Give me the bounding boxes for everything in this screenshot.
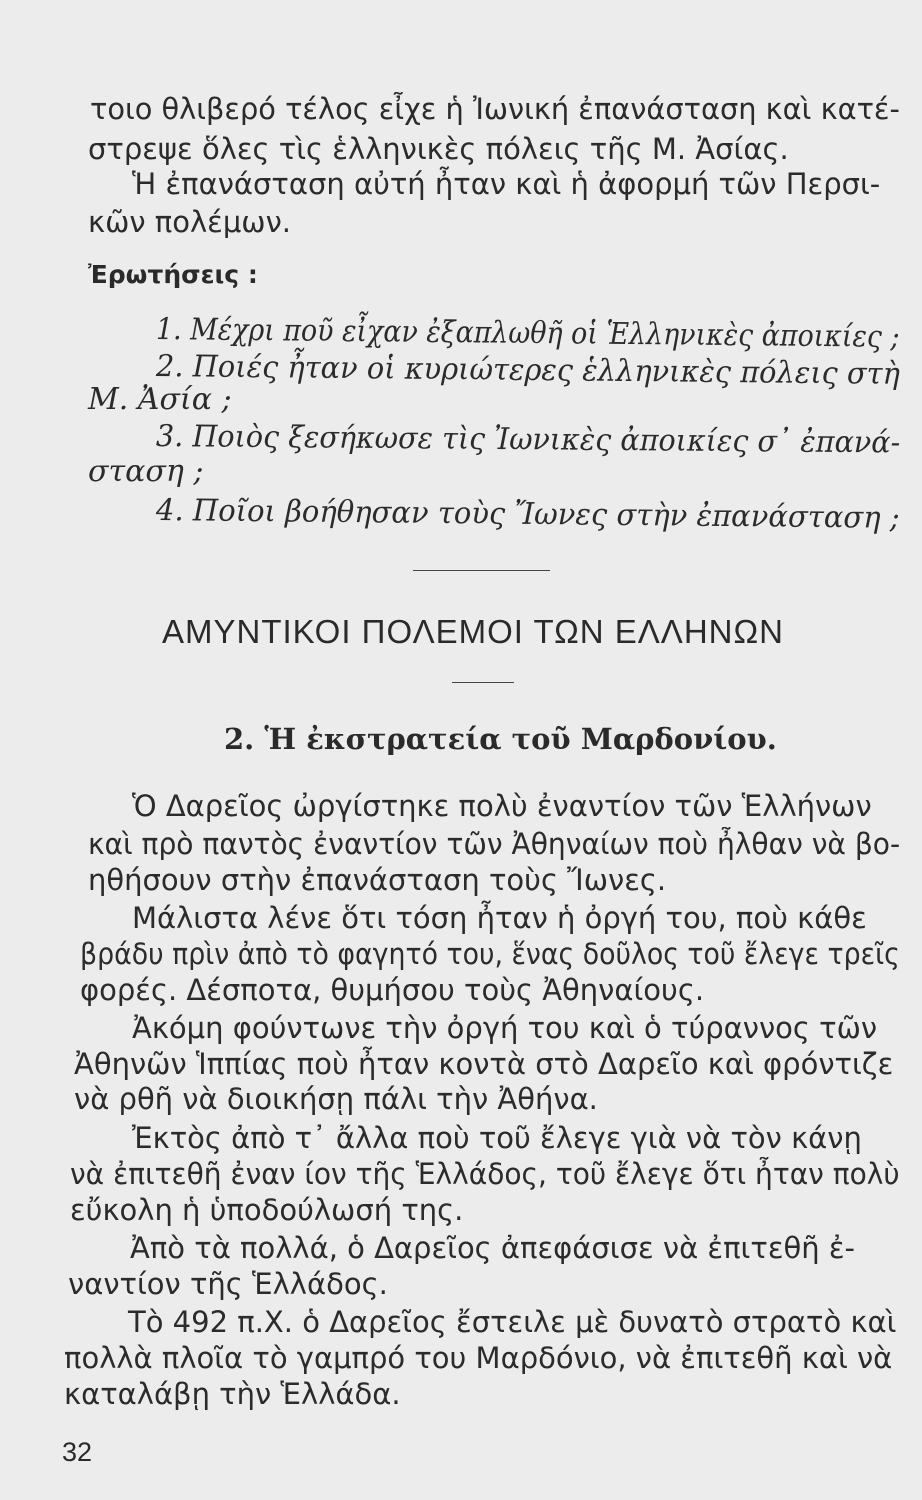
body-line-10: Ἐκτὸς ἀπὸ τ᾽ ἄλλα ποὺ τοῦ ἔλεγε γιὰ νὰ τὸν κάνῃ <box>132 1121 862 1155</box>
body-line-12: εὔκολη ἡ ὑποδούλωσή της. <box>70 1193 464 1227</box>
section-subtitle: 2. Ἡ ἐκστρατεία τοῦ Μαρδονίου. <box>224 722 777 756</box>
body-line-2: καὶ πρὸ παντὸς ἐναντίον τῶν Ἀθηναίων ποὺ ἦλθαν νὰ βο- <box>88 827 901 861</box>
body-line-6: φορές. Δέσποτα, θυμήσου τοὺς Ἀθηναίους. <box>80 973 705 1007</box>
question-2: 2. Ποιές ἦταν οἱ κυριώτερες ἑλληνικὲς πόλεις στὴ <box>155 349 901 392</box>
body-line-11: νὰ ἐπιτεθῆ ἐναν ίον τῆς Ἑλλάδος, τοῦ ἔλεγε ὅτι ἦταν πολὺ <box>70 1157 900 1191</box>
intro-line-3: Ἡ ἐπανάσταση αὐτή ἦταν καὶ ἡ ἀφορμή τῶν Περσι- <box>132 167 881 201</box>
intro-line-1: τοιο θλιβερό τέλος εἶχε ἡ Ἰωνική ἐπανάσταση καὶ κατέ- <box>90 92 900 126</box>
intro-line-2: στρεψε ὅλες τὶς ἑλληνικὲς πόλεις τῆς Μ. Ἀσίας. <box>88 132 789 166</box>
body-line-8: Ἀθηνῶν Ἱππίας ποὺ ἦταν κοντὰ στὸ Δαρεῖο καὶ φρόντιζε <box>74 1047 894 1081</box>
body-line-3: ηθήσουν στὴν ἐπανάσταση τοὺς Ἴωνες. <box>88 863 667 897</box>
body-line-5: βράδυ πρὶν ἀπὸ τὸ φαγητό του, ἕνας δοῦλος τοῦ ἔλεγε τρεῖς <box>80 937 900 971</box>
section-title: ΑΜΥΝΤΙΚΟΙ ΠΟΛΕΜΟΙ ΤΩΝ ΕΛΛΗΝΩΝ <box>162 613 785 650</box>
body-line-7: Ἀκόμη φούντωνε τὴν ὀργή του καὶ ὁ τύραννος τῶν <box>132 1011 878 1045</box>
body-line-13: Ἀπὸ τὰ πολλά, ὁ Δαρεῖος ἀπεφάσισε νὰ ἐπιτεθῆ ἐ- <box>130 1231 855 1265</box>
question-3-cont: σταση ; <box>88 454 204 489</box>
page-number: 32 <box>62 1437 93 1467</box>
divider-bottom <box>452 682 514 683</box>
body-line-16: πολλὰ πλοῖα τὸ γαμπρό του Μαρδόνιο, νὰ ἐπιτεθῆ καὶ νὰ <box>64 1341 893 1375</box>
body-line-14: ναντίον τῆς Ἑλλάδος. <box>68 1267 388 1301</box>
body-line-1: Ὁ Δαρεῖος ὠργίστηκε πολὺ ἐναντίον τῶν Ἑλλήνων <box>132 789 872 823</box>
body-line-17: καταλάβῃ τὴν Ἑλλάδα. <box>64 1377 401 1411</box>
intro-line-4: κῶν πολέμων. <box>88 205 291 239</box>
question-2-cont: Μ. Ἀσία ; <box>88 382 232 417</box>
body-line-9: νὰ ρθῆ νὰ διοικήσῃ πάλι τὴν Ἀθήνα. <box>74 1082 598 1116</box>
divider-top <box>413 570 550 571</box>
body-line-4: Μάλιστα λένε ὅτι τόση ἦταν ἡ ὀργή του, ποὺ κάθε <box>132 901 867 935</box>
question-3: 3. Ποιὸς ξεσήκωσε τὶς Ἰωνικὲς ἀποικίες σ᾽ ἐπανά- <box>155 419 901 461</box>
questions-label: Ἐρωτήσεις : <box>88 260 258 289</box>
question-4: 4. Ποῖοι βοήθησαν τοὺς Ἴωνες στὴν ἐπανάσταση ; <box>155 493 900 536</box>
body-line-15: Τὸ 492 π.Χ. ὁ Δαρεῖος ἔστειλε μὲ δυνατὸ στρατὸ καὶ <box>128 1305 897 1339</box>
question-1: 1. Μέχρι ποῦ εἶχαν ἐξαπλωθῆ οἱ Ἑλληνικὲς ἀποικίες ; <box>155 312 900 355</box>
